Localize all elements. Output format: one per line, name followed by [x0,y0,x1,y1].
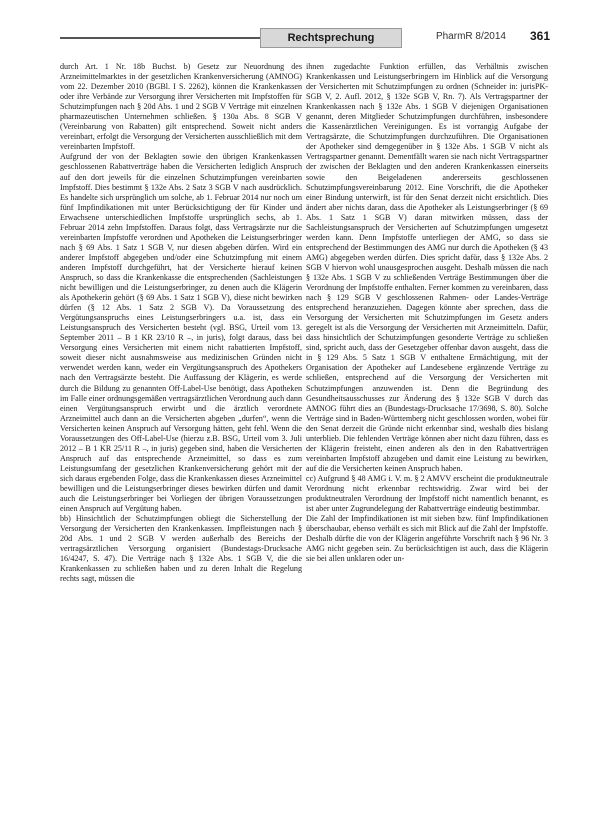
paragraph: durch Art. 1 Nr. 18b Buchst. b) Gesetz zur Neuordnung des Arzneimittelmarktes in der gesetzlichen Krankenversicherung (AMNOG) vom 22. Dezember 2010 (BGBl. I S. 2262), können die Krankenkassen oder ihre Verbände zur Versorgung ihrer Versicherten mit Impfstoffen für Schutzimpfungen nach § 20d Abs. 1 und 2 SGB V Verträge mit einzelnen pharmazeutischen Unternehmen schließen. § 130a Abs. 8 SGB V (Vereinbarung von Rabatten) gilt entsprechend. Soweit nicht anders vereinbart, erfolgt die Versorgung der Versicherten ausschließlich mit dem vereinbarten Impfstoff. [60,62,302,152]
paragraph: ihnen zugedachte Funktion erfüllen, das Verhältnis zwischen Krankenkassen und Leistungserbringern im Hinblick auf die Versorgung der Versicherten mit Schutzimpfungen zu ordnen (Schneider in: jurisPK-SGB V, 2. Aufl. 2012, § 132e SGB V, Rn. 7). Als Vertragspartner der Krankenkassen nach § 132e Abs. 1 SGB V diejenigen Organisationen genannt, deren Mitglieder Schutzimpfungen durchführen, insbesondere die Kassenärztlichen Vereinigungen. Es ist vorrangig Aufgabe der Vertragsärzte, die Schutzimpfungen durchzuführen. Die Organisationen der Apotheker sind demgegenüber in § 132e Abs. 1 SGB V nicht als Vertragspartner genannt. Dementfällt waren sie nach nicht Vertragspartner der zwischen der Beklagten und den anderen Krankenkassen einerseits sowie den Beigeladenen andererseits geschlossenen Schutzimpfungsvereinbarung 2012. Eine Vorschrift, die die Apotheker einer Bindung unterwirft, ist für den Senat derzeit nicht ersichtlich. Dies ändert aber nichts daran, dass die Apotheker als Leistungserbringer (§ 69 Abs. 1 Satz 1 SGB V) daran mitwirken müssen, dass der Sachleistungsanspruch der Versicherten auf Schutzimpfungen umgesetzt werden kann. Denn Impfstoffe unterliegen der AMG, so dass sie entsprechend der Bestimmungen des AMG nur durch die Apotheken (§ 43 AMG) abgegeben werden dürfen. Dies spricht dafür, dass § 132e Abs. 2 SGB V hiervon wohl unausgesprochen ausgeht. Deshalb müssen die nach § 132e Abs. 1 SGB V zu schließenden Verträge Bestimmungen über die Verordnung der Impfstoffe enthalten. Ferner kommen zu vereinbaren, dass nach § 129 SGB V geschlossenen Rahmen- oder Landes-Verträge entsprechend heranzuziehen. Dagegen könnte aber sprechen, dass die Versorgung der Versicherten mit Schutzimpfungen im Gesetz anders geregelt ist als die Versorgung der Versicherten mit Arzneimitteln. Dafür, dass hinsichtlich der Schutzimpfungen gesonderte Verträge zu schließen sind, spricht auch, dass der Gesetzgeber offenbar davon ausgeht, dass die in § 129 Abs. 5 Satz 1 SGB V enthaltene Ermächtigung, mit der Organisation der Apotheker auf Landesebene ergänzende Verträge zu schließen, entsprechend auf die Versorgung der Versicherten mit Schutzimpfungen anzuwenden ist. Denn die Begründung des Gesundheitsausschusses zur Änderung des § 132e SGB V durch das AMNOG führt dies an (Bundestags-Drucksache 17/3698, S. 80). Solche Verträge sind in Baden-Württemberg nicht geschlossen worden, wobei für den Senat derzeit die Gründe nicht erkennbar sind, weshalb dies bislang unterblieb. Die fehlenden Verträge können aber nicht dazu führen, dass es der Klägerin freisteht, einen anderen als den in den Rabattverträgen vereinbarten Impfstoff abzugeben und damit eine Leistung zu bewirken, auf die die Versicherten keinen Anspruch haben. [306,62,548,473]
left-text-column [60,62,302,832]
paragraph: bb) Hinsichtlich der Schutzimpfungen obliegt die Sicherstellung der Versorgung der Versicherten den Krankenkassen. Impfleistungen nach § 20d Abs. 1 und 2 SGB V werden außerhalb des Bereichs der vertragsärztlichen Versorgung organisiert (Bundestags-Drucksache 16/4247, S. 47). Die Verträge nach § 132e Abs. 1 SGB V, die die Krankenkassen zu schließen haben und zu deren Inhalt die Regelung rechts sagt, müssen die [60,514,302,584]
paragraph: Aufgrund der von der Beklagten sowie den übrigen Krankenkassen geschlossenen Rabattverträge haben die Versicherten lediglich Anspruch auf den dort jeweils für die einzelnen Schutzimpfungen vereinbarten Impfstoff. Dies bestimmt § 132e Abs. 2 Satz 3 SGB V nach ausdrücklich. Es handelte sich ursprünglich um solche, ab 1. Februar 2014 nur noch um fünf Impfindikationen mit unter Berücksichtigung der für Kinder und Erwachsene unterschiedlichen Impfstoffe ursprünglich sechs, ab 1. Februar 2014 zehn Impfstoffen. Daraus folgt, dass Vertragsärzte nur die vereinbarten Impfstoffe verordnen und Apotheken die Leistungserbringer nach § 69 Abs. 1 Satz 1 SGB V, nur diesen abgeben dürfen. Wird ein anderer Impfstoff abgegeben und/oder eine Schutzimpfung mit einem anderen Impfstoff durchgeführt, hat der Versicherte hierauf keinen Anspruch, so dass die Krankenkasse die entsprechenden (Sachleistungen nicht bewilligen und die Leistungserbringer, zu denen auch die Klägerin als Apothekerin gehört (§ 69 Abs. 1 Satz 1 SGB V), diese nicht bewirken dürfen (§ 12 Abs. 1 Satz 2 SGB V). Da Voraussetzung des Vergütungsanspruchs eines Leistungserbringers u.a. ist, dass ein Leistungsanspruch des Versicherten besteht (vgl. BSG, Urteil vom 13. September 2011 – B 1 KR 23/10 R –, in juris), folgt daraus, dass bei Versorgung eines Versicherten mit einem nicht rabattierten Impfstoff, soweit dieser nicht ausnahmsweise aus medizinischen Gründen nicht verwendet werden kann, weder ein Vergütungsanspruch des Apothekers nach den Vertragsärzte besteht. Die Auffassung der Klägerin, es werde durch die Bildung zu genannten Off-Label-Use benötigt, dass Apotheken im Falle einer ordnungsgemäßen vertragsärztlichen Verordnung auch dann einen Vergütungsanspruch erwirbt und die ärztlich verordnete Arzneimittel auch dann an die Versicherten abgeben „durfen“, wenn die Versicherten keinen Anspruch auf Versorgung hätten, geht fehl. Wenn die Voraussetzungen des Off-Label-Use (hierzu z.B. BSG, Urteil vom 3. Juli 2012 – B 1 KR 25/11 R –, in juris) gegeben sind, haben die Versicherten Anspruch auf das entsprechende Arzneimittel, so dass es zum Leistungsumfang der gesetzlichen Krankenversicherung gehört mit der sich daraus ergebenden Folge, dass die Krankenkassen dieses Arzneimittel bewilligen und die Leistungserbringer dieses bewirken dürfen und damit auch die Leistungserbringer bei Vorliegen der übrigen Voraussetzungen einen Anspruch auf Vergütung haben. [60,152,302,514]
right-text-column [306,62,548,832]
section-label: Rechtsprechung [260,28,402,48]
journal-issue: PharmR 8/2014 [435,31,506,42]
paragraph: Die Zahl der Impfindikationen ist mit sieben bzw. fünf Impfindikationen überschaubar, ebenso verhält es sich mit Blick auf die Zahl der Impfstoffe. Deshalb dürfte die von der Klägerin angeführte Vorschrift nach § 96 Nr. 3 AMG nicht gegeben sein. Zu berücksichtigen ist auch, dass die Klägerin sie bei allen unklaren oder un- [306,514,548,564]
page-number: 361 [529,29,550,43]
page-header [60,28,550,48]
paragraph: cc) Aufgrund § 48 AMG i. V. m. § 2 AMVV erscheint die produktneutrale Verordnung nicht erkennbar rechtswidrig. Zwar wird bei der produktneutralen Verordnung der Impfstoff nicht namentlich benannt, es ist aber unter Zugrundelegung der Rabattverträge eindeutig bestimmbar. [306,473,548,514]
header-rule [60,37,260,39]
